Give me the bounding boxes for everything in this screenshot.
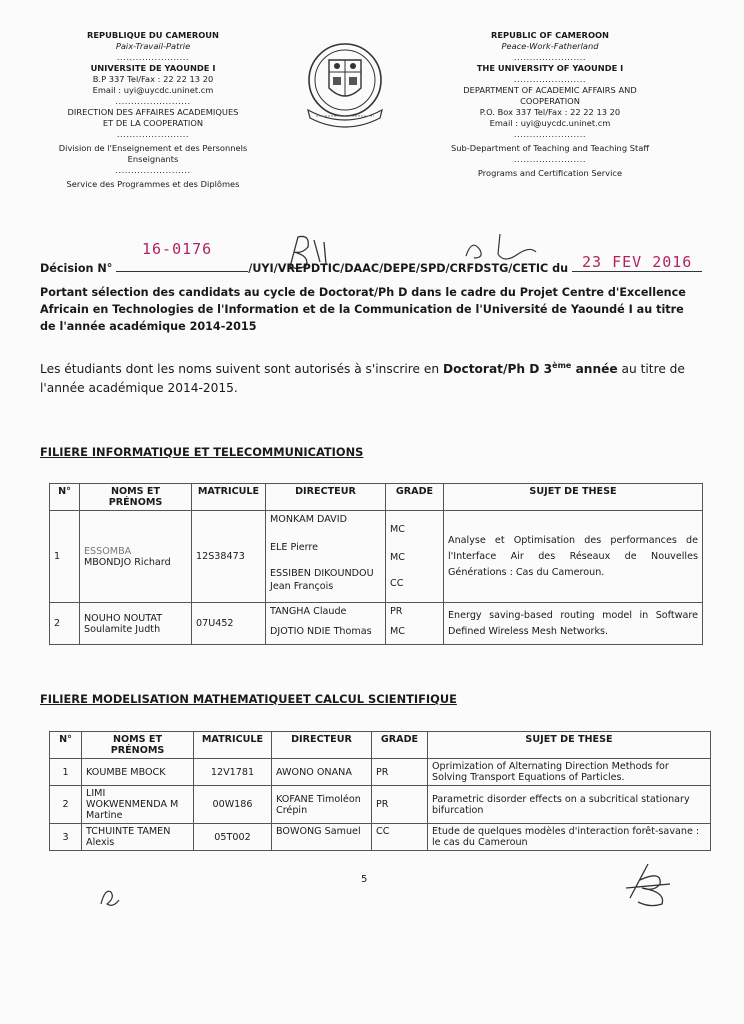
header-left-phone: B.P 337 Tel/Fax : 22 22 13 20 [92, 74, 214, 84]
header-left-service: Service des Programmes et des Diplômes [66, 179, 240, 189]
column-header: GRADE [372, 732, 428, 759]
grades [386, 603, 444, 645]
header-left-university: UNIVERSITE DE YAOUNDE I [90, 63, 216, 73]
intro-degree-sup: ème [552, 361, 572, 370]
column-header: NOMS ET PRÉNOMS [80, 484, 192, 511]
column-header: NOMS ET PRÉNOMS [82, 732, 194, 759]
student-name [80, 603, 192, 645]
student-name: KOUMBE MBOCK [82, 759, 194, 786]
grade: PR [390, 606, 403, 617]
thesis-subject: Parametric disorder effects on a subcritical stationary bifurcation [428, 786, 711, 824]
grade: CC [372, 824, 428, 851]
student-firstname: Soulamite Judth [84, 623, 161, 635]
matricule: 05T002 [194, 824, 272, 851]
separator: ....................... [116, 52, 190, 62]
decision-number-stamp: 16-0176 [142, 240, 213, 258]
row-number: 1 [50, 759, 82, 786]
table-row [50, 824, 711, 851]
separator: ....................... [513, 52, 587, 62]
header-left-division-2: Enseignants [127, 154, 179, 164]
header-right-email: Email : uyi@uycdc.uninet.cm [489, 118, 611, 128]
student-name [80, 511, 192, 603]
thesis-subject: Analyse et Optimisation des performances de l'Interface Air des Réseaux de Nouvelles Générations : Cas du Cameroun. [444, 511, 703, 603]
table-header-row [50, 732, 711, 759]
separator: ........................ [115, 165, 191, 175]
header-left-division: Division de l'Enseignement et des Personnels [58, 143, 248, 153]
section-title-informatique: FILIERE INFORMATIQUE ET TELECOMMUNICATIONS [40, 445, 364, 459]
decision-line [40, 262, 702, 275]
student-firstname: MBONDJO Richard [84, 556, 171, 568]
separator: ....................... [513, 154, 587, 164]
handwritten-mark-icon [95, 882, 125, 912]
section-title-modelisation: FILIERE MODELISATION MATHEMATIQUEET CALCUL SCIENTIFIQUE [40, 692, 457, 706]
column-header: GRADE [386, 484, 444, 511]
grade: MC [390, 552, 405, 563]
student-name: LIMI WOKWENMENDA M Martine [82, 786, 194, 824]
header-left-direction: DIRECTION DES AFFAIRES ACADEMIQUES [67, 107, 239, 117]
director: ELE Pierre [270, 542, 319, 553]
table-row [50, 603, 703, 645]
thesis-subject: Oprimization of Alternating Direction Methods for Solving Transport Equations of Particles. [428, 759, 711, 786]
column-header: N° [50, 484, 80, 511]
table-row [50, 759, 711, 786]
row-number: 2 [50, 786, 82, 824]
separator: ....................... [513, 129, 587, 139]
matricule: 07U452 [192, 603, 266, 645]
decision-reference: /UYI/VREPDTIC/DAAC/DEPE/SPD/CRFDSTG/CETIC du [248, 262, 569, 275]
directors [266, 603, 386, 645]
university-seal-icon [302, 38, 388, 130]
table-header-row [50, 484, 703, 511]
column-header: MATRICULE [192, 484, 266, 511]
row-number: 2 [50, 603, 80, 645]
column-header: SUJET DE THESE [444, 484, 703, 511]
column-header: MATRICULE [194, 732, 272, 759]
grade: CC [390, 578, 404, 589]
header-left-direction-2: ET DE LA COOPERATION [102, 118, 204, 128]
intro-paragraph [40, 356, 700, 398]
column-header: DIRECTEUR [266, 484, 386, 511]
intro-text: Les étudiants dont les noms suivent sont autorisés à s'inscrire en [40, 362, 444, 377]
header-right-phone: P.O. Box 337 Tel/Fax : 22 22 13 20 [479, 107, 621, 117]
header-right [430, 30, 670, 179]
column-header: DIRECTEUR [272, 732, 372, 759]
director: DJOTIO NDIE Thomas [270, 626, 372, 637]
header-right-service: Programs and Certification Service [477, 168, 623, 178]
director: MONKAM DAVID [270, 514, 347, 525]
grade: MC [390, 626, 405, 637]
grades [386, 511, 444, 603]
table-row [50, 511, 703, 603]
directors [266, 511, 386, 603]
header-left [38, 30, 268, 190]
header-left-motto: Paix-Travail-Patrie [115, 41, 191, 51]
separator: ........................ [115, 96, 191, 106]
header-right-department: DEPARTMENT OF ACADEMIC AFFAIRS AND [463, 85, 637, 95]
page-number: 5 [361, 874, 368, 885]
intro-year-label: année [571, 362, 618, 377]
separator: ....................... [513, 74, 587, 84]
matricule: 12V1781 [194, 759, 272, 786]
director: ESSIBEN DIKOUNDOU Jean François [270, 568, 374, 592]
header-left-email: Email : uyi@uycdc.uninet.cm [92, 85, 214, 95]
student-name: TCHUINTE TAMEN Alexis [82, 824, 194, 851]
director: TANGHA Claude [270, 606, 347, 617]
director: AWONO ONANA [272, 759, 372, 786]
handwritten-signature-icon [618, 858, 678, 910]
table-modelisation [49, 731, 711, 851]
intro-text-end: au titre de l'année académique 2014-2015. [40, 362, 685, 396]
director: KOFANE Timoléon Crépin [272, 786, 372, 824]
header-right-department-2: COOPERATION [520, 96, 580, 106]
student-surname: NOUHO NOUTAT [84, 612, 163, 624]
matricule: 00W186 [194, 786, 272, 824]
director: BOWONG Samuel [272, 824, 372, 851]
intro-degree: Doctorat/Ph D 3 [443, 362, 553, 377]
header-right-motto: Peace-Work-Fatherland [501, 41, 599, 51]
table-informatique [49, 483, 703, 645]
separator: ....................... [116, 129, 190, 139]
thesis-subject: Energy saving-based routing model in Software Defined Wireless Mesh Networks. [444, 603, 703, 645]
student-surname: ESSOMBA [84, 545, 132, 557]
thesis-subject: Etude de quelques modèles d'interaction forêt-savane : le cas du Cameroun [428, 824, 711, 851]
table-row [50, 786, 711, 824]
row-number: 1 [50, 511, 80, 603]
grade: PR [372, 759, 428, 786]
header-left-country: REPUBLIQUE DU CAMEROUN [87, 30, 219, 40]
column-header: N° [50, 732, 82, 759]
column-header: SUJET DE THESE [428, 732, 711, 759]
decision-prefix: Décision N° [40, 262, 113, 275]
header-right-country: REPUBLIC OF CAMEROON [490, 30, 610, 40]
header-right-subdepartment: Sub-Department of Teaching and Teaching Staff [450, 143, 650, 153]
matricule: 12S38473 [192, 511, 266, 603]
grade: MC [390, 524, 405, 535]
row-number: 3 [50, 824, 82, 851]
header-right-university: THE UNIVERSITY OF YAOUNDE I [476, 63, 624, 73]
decision-date-stamp: 23 FEV 2016 [582, 253, 693, 271]
decision-subject: Portant sélection des candidats au cycle de Doctorat/Ph D dans le cadre du Projet Centre d'Excellence Africain en Technologies de l'Information et de la Communication de l'Université de Yaoundé I au titre de l'année académique 2014-2015 [40, 286, 686, 333]
grade: PR [372, 786, 428, 824]
